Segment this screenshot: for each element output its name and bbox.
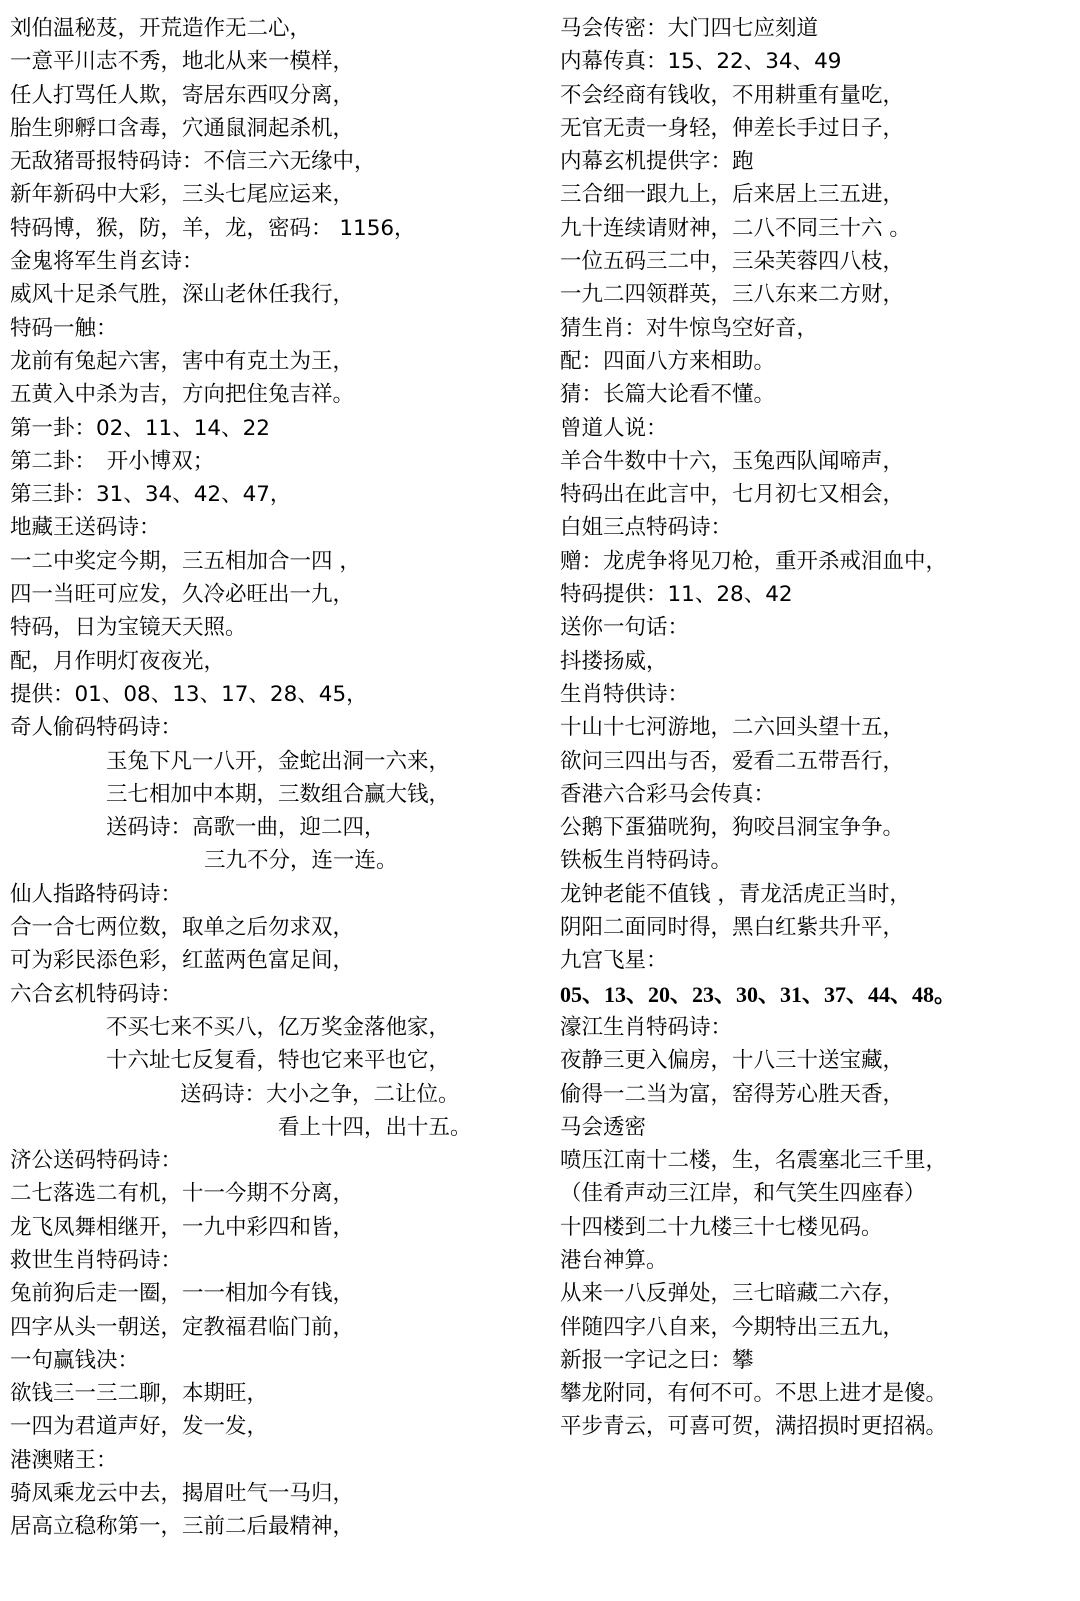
text-line: 第二卦： 开小博双； xyxy=(10,448,215,474)
text-line: 合一合七两位数，取单之后勿求双， xyxy=(10,915,355,941)
text-line: 生肖特供诗： xyxy=(560,681,690,707)
text-line: 四字从头一朝送，定教福君临门前， xyxy=(10,1314,355,1340)
text-line: 龙钟老能不值钱 ，青龙活虎正当时， xyxy=(560,881,911,907)
text-line: 胎生卵孵口含毒，穴通鼠洞起杀机， xyxy=(10,115,355,141)
text-line: 公鹅下蛋猫咣狗，狗咬吕洞宝争争。 xyxy=(560,815,905,841)
text-line: 特码一触： xyxy=(10,315,118,341)
text-line: 铁板生肖特码诗。 xyxy=(560,848,733,874)
text-line: 马会传密：大门四七应刻道 xyxy=(560,16,819,41)
text-line: 曾道人说： xyxy=(560,415,668,441)
text-line: 配，月作明灯夜夜光， xyxy=(10,648,226,674)
text-line: 白姐三点特码诗： xyxy=(560,515,733,541)
text-line: 奇人偷码特码诗： xyxy=(10,715,183,741)
text-line: 内幕传真：15、22、34、49 xyxy=(560,49,842,75)
text-line: 平步青云，可喜可贺，满招损时更招祸。 xyxy=(560,1414,948,1440)
text-line: 三合细一跟九上，后来居上三五进， xyxy=(560,182,905,208)
text-line: 特码提供：11、28、42 xyxy=(560,582,793,608)
text-line: 配：四面八方来相助。 xyxy=(560,348,776,374)
text-line: 送码诗：高歌一曲，迎二四， xyxy=(106,815,386,841)
text-line: 无敌猪哥报特码诗：不信三六无缘中， xyxy=(10,149,376,175)
text-line: 六合玄机特码诗： xyxy=(10,981,183,1007)
text-line: 欲问三四出与否，爱看二五带吾行， xyxy=(560,748,905,774)
text-line: 内幕玄机提供字：跑 xyxy=(560,149,754,175)
text-line: 兔前狗后走一圈，一一相加今有钱， xyxy=(10,1281,355,1307)
text-line: 看上十四，出十五。 xyxy=(278,1114,472,1140)
text-line: 伴随四字八自来，今期特出三五九， xyxy=(560,1314,905,1340)
text-line: 龙飞凤舞相继开，一九中彩四和皆， xyxy=(10,1214,355,1240)
text-line: 龙前有兔起六害，害中有克土为王， xyxy=(10,348,355,374)
text-line: 五黄入中杀为吉，方向把住兔吉祥。 xyxy=(10,382,355,408)
text-line: 一意平川志不秀，地北从来一模样， xyxy=(10,49,355,75)
text-line: 一位五码三二中，三朵芙蓉四八枝， xyxy=(560,249,905,275)
text-line: 玉兔下凡一八开，金蛇出洞一六来， xyxy=(106,748,451,774)
text-line: 三七相加中本期，三数组合赢大钱， xyxy=(106,781,451,807)
text-line: 港澳赌王： xyxy=(10,1447,118,1473)
text-line: 特码，日为宝镜天天照。 xyxy=(10,615,247,641)
text-line: 任人打骂任人欺，寄居东西叹分离， xyxy=(10,82,355,108)
text-line: 二七落选二有机，十一今期不分离， xyxy=(10,1181,355,1207)
text-line: 送码诗：大小之争，二让位。 xyxy=(180,1081,460,1107)
right-text-column xyxy=(560,12,1075,1444)
text-line: 赠：龙虎争将见刀枪，重开杀戒泪血中， xyxy=(560,548,948,574)
text-line: 香港六合彩马会传真： xyxy=(560,781,776,807)
text-line: 十山十七河游地，二六回头望十五， xyxy=(560,715,905,741)
left-text-column xyxy=(10,12,550,1544)
text-line: 提供：01、08、13、17、28、45， xyxy=(10,681,368,707)
text-line: 马会透密 xyxy=(560,1114,647,1140)
text-line: 羊合牛数中十六，玉兔西队闻啼声， xyxy=(560,448,905,474)
text-line: 十六址七反复看，特也它来平也它， xyxy=(106,1048,451,1074)
text-line: 濠江生肖特码诗： xyxy=(560,1014,733,1040)
text-line: 十四楼到二十九楼三十七楼见码。 xyxy=(560,1214,883,1240)
text-line: 四一当旺可应发，久冷必旺出一九， xyxy=(10,582,355,608)
text-line: 不买七来不买八，亿万奖金落他家， xyxy=(106,1014,451,1040)
text-line: 第三卦：31、34、42、47， xyxy=(10,482,292,508)
text-line: 威风十足杀气胜，深山老休任我行， xyxy=(10,282,355,308)
text-line: 金鬼将军生肖玄诗： xyxy=(10,249,204,275)
text-line: 九十连续请财神，二八不同三十六 。 xyxy=(560,215,911,241)
text-line: 港台神算。 xyxy=(560,1247,668,1273)
text-line: 猜：长篇大论看不懂。 xyxy=(560,382,776,408)
text-line: 救世生肖特码诗： xyxy=(10,1247,183,1273)
text-line: 送你一句话： xyxy=(560,615,690,641)
text-line: 第一卦：02、11、14、22 xyxy=(10,415,270,441)
text-line: 攀龙附同，有何不可。不思上进才是傻。 xyxy=(560,1381,948,1407)
text-line: 一九二四领群英，三八东来二方财， xyxy=(560,282,905,308)
text-line: 居高立稳称第一，三前二后最精神， xyxy=(10,1514,355,1540)
text-line: 济公送码特码诗： xyxy=(10,1148,183,1174)
text-line: 地藏王送码诗： xyxy=(10,515,161,541)
text-line: 三九不分，连一连。 xyxy=(204,848,398,874)
text-line: 偷得一二当为富，窑得芳心胜天香， xyxy=(560,1081,905,1107)
text-line: 新报一字记之曰：攀 xyxy=(560,1347,754,1373)
text-line: 欲钱三一三二聊，本期旺， xyxy=(10,1381,269,1407)
text-line: 夜静三更入偏房，十八三十送宝藏， xyxy=(560,1048,905,1074)
text-line: 一四为君道声好，发一发， xyxy=(10,1414,269,1440)
text-line: 一句赢钱决： xyxy=(10,1347,140,1373)
text-line: 九宫飞星： xyxy=(560,948,668,974)
text-line: 喷压江南十二楼，生，名震塞北三千里， xyxy=(560,1148,948,1174)
text-line: 从来一八反弹处，三七暗藏二六存， xyxy=(560,1281,905,1307)
text-line: 05、13、20、23、30、31、37、44、48。 xyxy=(560,981,957,1007)
text-line: 新年新码中大彩，三头七尾应运来， xyxy=(10,182,355,208)
text-line: 一二中奖定今期，三五相加合一四 ， xyxy=(10,548,361,574)
text-line: 仙人指路特码诗： xyxy=(10,881,183,907)
text-line: 抖搂扬威， xyxy=(560,648,668,674)
text-line: 可为彩民添色彩，红蓝两色富足间， xyxy=(10,948,355,974)
text-line: 骑凤乘龙云中去，揭眉吐气一马归， xyxy=(10,1481,355,1507)
text-line: 阴阳二面同时得，黑白红紫共升平， xyxy=(560,915,905,941)
text-line: 无官无责一身轻，伸差长手过日子， xyxy=(560,115,905,141)
text-line: 刘伯温秘芨，开荒造作无二心， xyxy=(10,16,312,41)
text-line: （佳肴声动三江岸，和气笑生四座春） xyxy=(560,1181,926,1207)
text-line: 特码出在此言中，七月初七又相会， xyxy=(560,482,905,508)
text-line: 特码博，猴，防，羊，龙，密码： 1156， xyxy=(10,215,416,241)
text-line: 不会经商有钱收，不用耕重有量吃， xyxy=(560,82,905,108)
text-line: 猜生肖：对牛惊鸟空好音， xyxy=(560,315,819,341)
